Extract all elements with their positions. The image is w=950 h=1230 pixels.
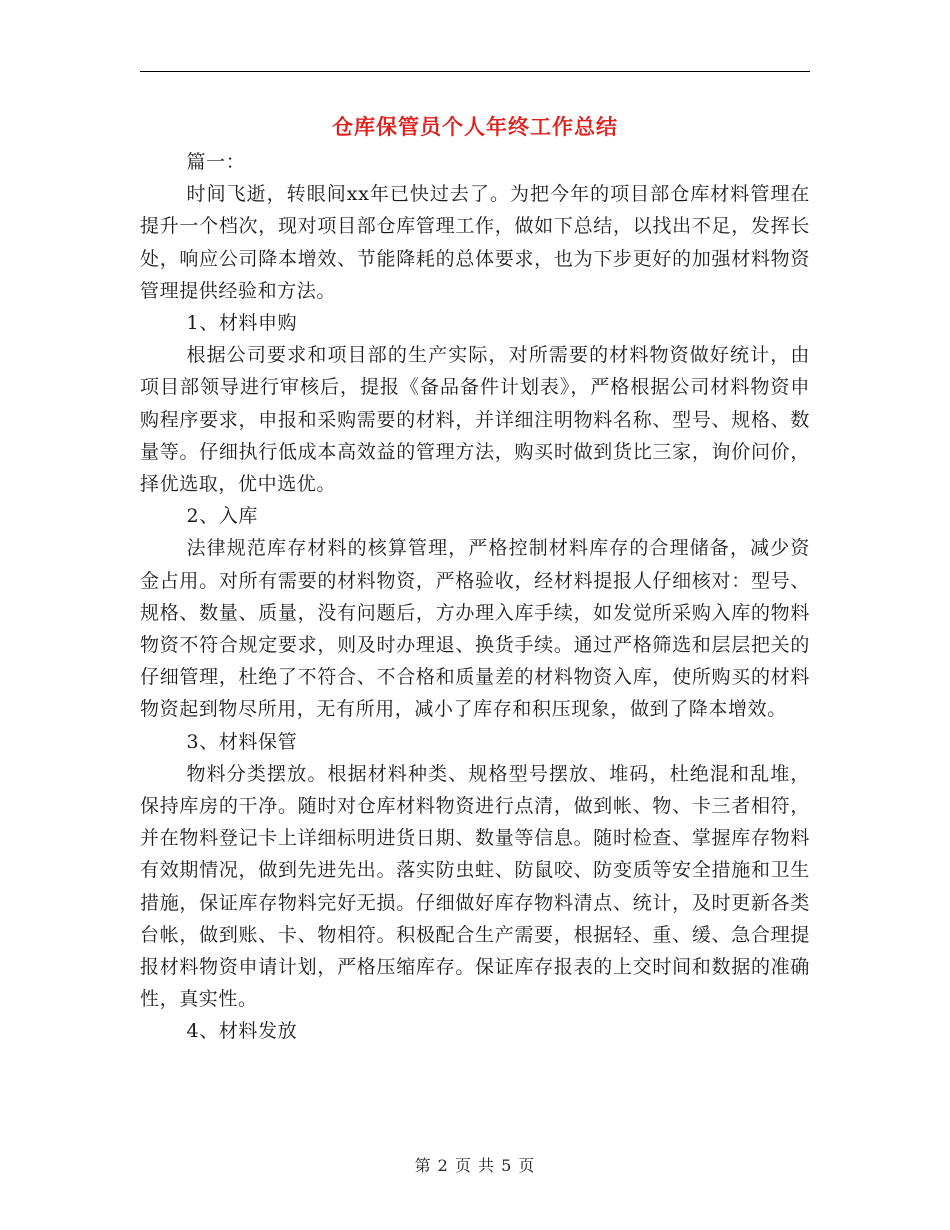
section-heading: 1、材料申购 <box>186 312 298 335</box>
section-heading: 3、材料保管 <box>186 730 298 753</box>
section-heading: 2、入库 <box>186 505 259 528</box>
document-title: 仓库保管员个人年终工作总结 <box>332 114 618 139</box>
body-paragraph: 根据公司要求和项目部的生产实际，对所需要的材料物资做好统计，由项目部领导进行审核后，提报《备品备件计划表》，严格根据公司材料物资申购程序要求，申报和采购需要的材料，并详细注明物料名称、型号、规格、数量等。仔细执行低成本高效益的管理方法，购买时做到货比三家，询价问价，择优选取，优中选优。 <box>140 344 810 496</box>
page-number: 第 2 页 共 5 页 <box>414 1156 536 1175</box>
body-paragraph: 物料分类摆放。根据材料种类、规格型号摆放、堆码，杜绝混和乱堆，保持库房的干净。随时对仓库材料物资进行点清，做到帐、物、卡三者相符，并在物料登记卡上详细标明进货日期、数量等信息。随时检查、掌握库存物料有效期情况，做到先进先出。落实防虫蛀、防鼠咬、防变质等安全措施和卫生措施，保证库存物料完好无损。仔细做好库存物料清点、统计，及时更新各类台帐，做到账、卡、物相符。积极配合生产需要，根据轻、重、缓、急合理提报材料物资申请计划，严格压缩库存。保证库存报表的上交时间和数据的准确性，真实性。 <box>140 762 810 1011</box>
section-heading: 4、材料发放 <box>186 1020 298 1043</box>
body-paragraph: 法律规范库存材料的核算管理，严格控制材料库存的合理储备，减少资金占用。对所有需要的材料物资，严格验收，经材料提报人仔细核对：型号、规格、数量、质量，没有问题后，方办理入库手续，如发觉所采购入库的物料物资不符合规定要求，则及时办理退、换货手续。通过严格筛选和层层把关的仔细管理，杜绝了不符合、不合格和质量差的材料物资入库，使所购买的材料物资起到物尽所用，无有所用，减小了库存和积压现象，做到了降本增效。 <box>140 537 810 721</box>
header-rule <box>140 71 810 72</box>
document-body <box>140 146 810 1048</box>
section-label: 篇一： <box>186 151 246 173</box>
body-paragraph: 时间飞逝，转眼间xx年已快过去了。为把今年的项目部仓库材料管理在提升一个档次，现对项目部仓库管理工作，做如下总结，以找出不足，发挥长处，响应公司降本增效、节能降耗的总体要求，也为下步更好的加强材料物资管理提供经验和方法。 <box>140 183 810 302</box>
